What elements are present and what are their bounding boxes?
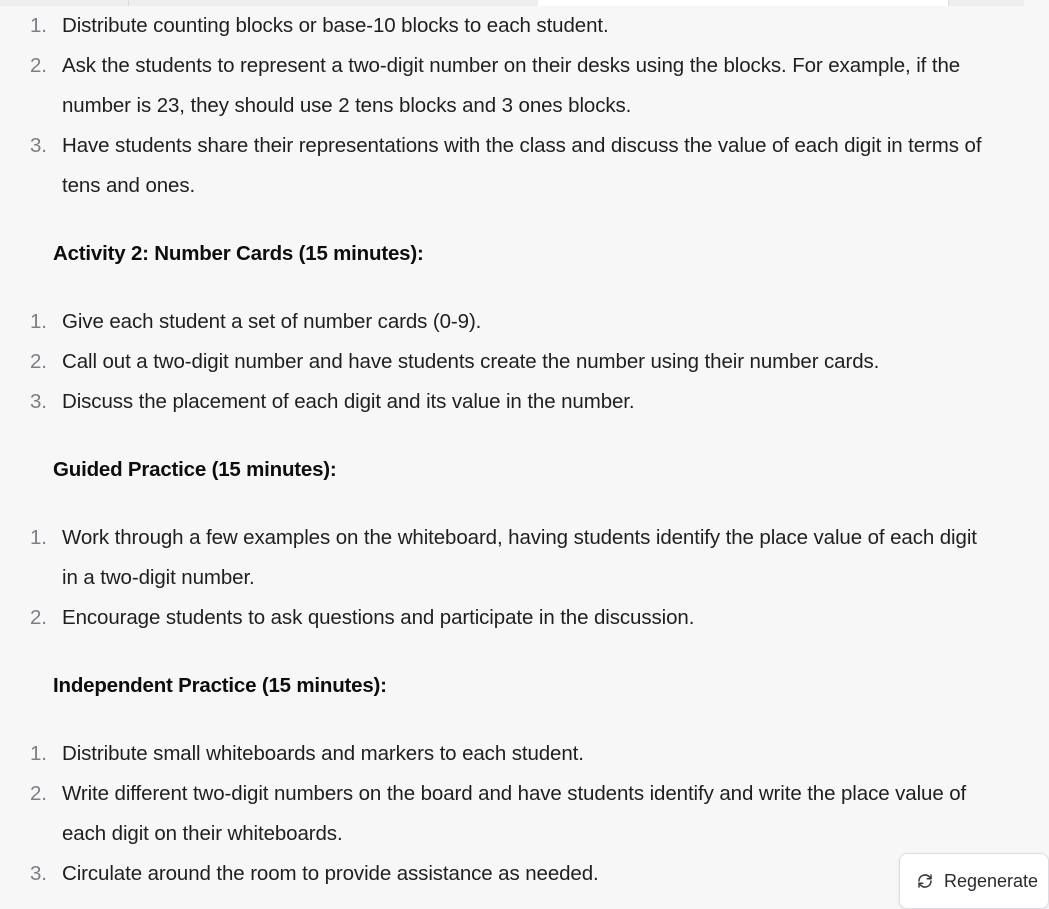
- list-item-text: Write different two-digit numbers on the board and have students identify and write the place value of each digit on their whiteboards.: [62, 782, 967, 845]
- list-number: 1.: [30, 14, 47, 37]
- list-item-text: Call out a two-digit number and have students create the number using their number cards.: [62, 350, 880, 373]
- list-number: 2.: [30, 54, 47, 77]
- list-number: 2.: [30, 782, 47, 805]
- list-item-text: Distribute small whiteboards and markers to each student.: [62, 742, 584, 765]
- list-item-text: Encourage students to ask questions and participate in the discussion.: [62, 606, 695, 629]
- list-number: 3.: [30, 390, 47, 413]
- list-number: 3.: [30, 862, 47, 885]
- list-item-text: Distribute counting blocks or base-10 blocks to each student.: [62, 14, 609, 37]
- list-item-text: Have students share their representations with the class and discuss the value of each digit in terms of tens and ones.: [62, 134, 982, 197]
- list-item: [0, 774, 1024, 854]
- list-item: [0, 598, 1024, 638]
- section-heading-activity-2: Activity 2: Number Cards (15 minutes):: [53, 242, 424, 265]
- section-heading-independent-practice: Independent Practice (15 minutes):: [53, 674, 387, 697]
- list-item: [0, 734, 1024, 774]
- list-item-text: Ask the students to represent a two-digit number on their desks using the blocks. For example, if the number is 23, they should use 2 tens blocks and 3 ones blocks.: [62, 54, 961, 117]
- list-item: [0, 6, 1024, 46]
- list-item-text: Circulate around the room to provide assistance as needed.: [62, 862, 599, 885]
- list-item: [0, 518, 1024, 598]
- regenerate-button[interactable]: [899, 853, 1049, 909]
- activity-1-steps: [0, 6, 1024, 206]
- list-item: [0, 854, 1024, 894]
- assistant-message: [0, 6, 1024, 894]
- regenerate-label: Regenerate: [944, 870, 1039, 891]
- list-item-text: Work through a few examples on the whiteboard, having students identify the place value of each digit in a two-digit number.: [62, 526, 977, 589]
- list-number: 1.: [30, 310, 47, 333]
- list-number: 1.: [30, 742, 47, 765]
- list-number: 1.: [30, 526, 47, 549]
- section-heading-guided-practice: Guided Practice (15 minutes):: [53, 458, 337, 481]
- list-item: [0, 302, 1024, 342]
- guided-practice-steps: [0, 518, 1024, 638]
- list-item: [0, 126, 1024, 206]
- refresh-icon: [916, 872, 934, 890]
- list-item-text: Give each student a set of number cards (0-9).: [62, 310, 482, 333]
- list-item: [0, 46, 1024, 126]
- list-number: 3.: [30, 134, 47, 157]
- list-number: 2.: [30, 350, 47, 373]
- list-item-text: Discuss the placement of each digit and its value in the number.: [62, 390, 635, 413]
- activity-2-steps: [0, 302, 1024, 422]
- independent-practice-steps: [0, 734, 1024, 894]
- list-number: 2.: [30, 606, 47, 629]
- list-item: [0, 382, 1024, 422]
- list-item: [0, 342, 1024, 382]
